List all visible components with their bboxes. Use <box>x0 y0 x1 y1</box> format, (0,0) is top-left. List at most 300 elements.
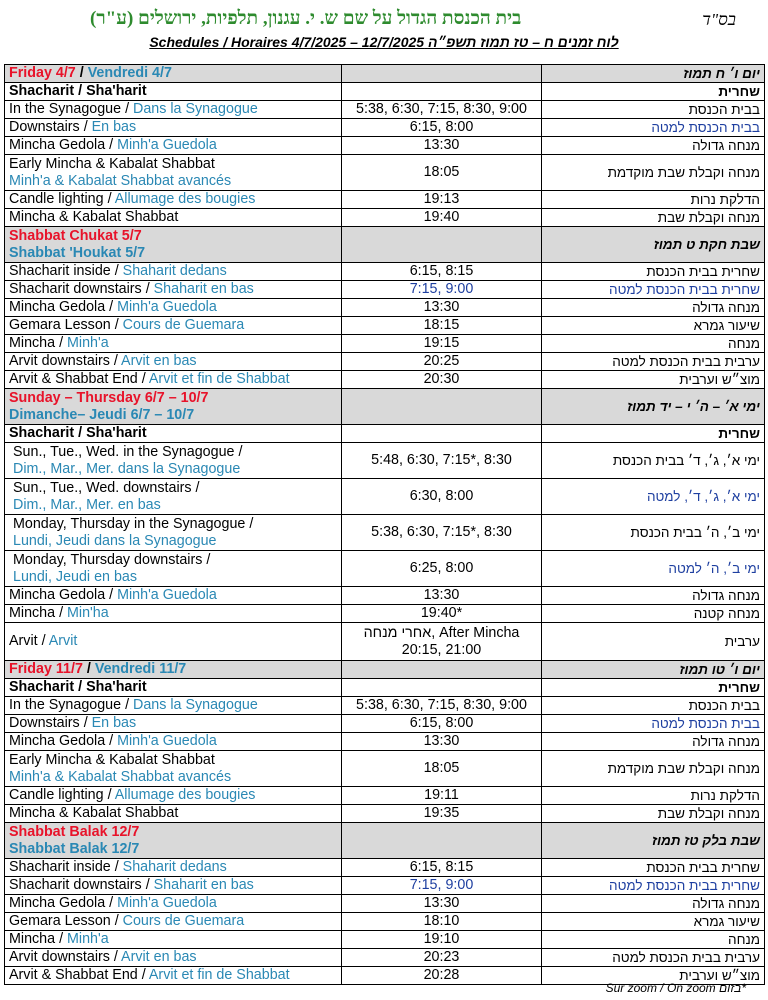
row-label-cell <box>5 209 342 227</box>
schedule-row <box>5 823 765 859</box>
hebrew-label-cell: שיעור גמרא <box>542 317 765 335</box>
label-en: Candle lighting <box>9 787 104 803</box>
time-cell <box>342 443 542 479</box>
day-label-en: Friday 4/7 <box>9 65 76 81</box>
label-en: Mincha & Kabalat Shabbat <box>9 209 179 225</box>
row-label-cell <box>5 371 342 389</box>
label-en: Arvit downstairs <box>9 353 110 369</box>
label-en: Mincha <box>9 335 56 351</box>
hebrew-label-cell: שבת חקת ט תמוז <box>542 227 765 263</box>
row-label-cell <box>5 877 342 895</box>
hebrew-label-cell: מנחה וקבלת שבת מוקדמת <box>542 155 765 191</box>
label-separator: / <box>110 859 123 875</box>
label-en: Gemara Lesson <box>9 913 111 929</box>
hebrew-label-cell: שחרית בבית הכנסת למטה <box>542 281 765 299</box>
label-fr: Minh'a <box>67 931 109 947</box>
hebrew-label-cell: מנחה גדולה <box>542 587 765 605</box>
hebrew-label-cell: מנחה וקבלת שבת <box>542 805 765 823</box>
schedule-row <box>5 155 765 191</box>
schedule-row <box>5 605 765 623</box>
time-cell <box>342 209 542 227</box>
label-separator: / <box>110 317 123 333</box>
label-separator: / <box>141 877 154 893</box>
label-en-line <box>13 444 337 461</box>
label-en: Mincha Gedola <box>9 137 106 153</box>
row-label-cell <box>5 155 342 191</box>
time-value: 19:40 <box>423 209 460 225</box>
label-fr: Shaharit en bas <box>153 877 254 893</box>
time-value: 7:15, 9:00 <box>409 281 474 297</box>
subtitle-en: Schedules / Horaires 4/7/2025 – 12/7/2025 <box>149 34 425 50</box>
label-fr: Minh'a <box>67 335 109 351</box>
label-separator: / <box>105 895 118 911</box>
time-value: 13:30 <box>423 895 460 911</box>
day-label-fr: Vendredi 4/7 <box>87 65 172 81</box>
hebrew-label-cell: מנחה וקבלת שבת <box>542 209 765 227</box>
time-value: 6:30, 8:00 <box>409 488 474 504</box>
row-label-cell <box>5 551 342 587</box>
label-separator: / <box>105 137 118 153</box>
section-label: Shacharit / Sha'harit <box>9 425 147 441</box>
time-cell <box>342 83 542 101</box>
time-value: 5:38, 6:30, 7:15, 8:30, 9:00 <box>356 101 527 117</box>
footnote-en: Sur zoom / On zoom <box>605 981 716 995</box>
schedule-row <box>5 715 765 733</box>
schedule-row <box>5 353 765 371</box>
time-value: 5:38, 6:30, 7:15, 8:30, 9:00 <box>356 697 527 713</box>
row-label-cell <box>5 119 342 137</box>
time-cell <box>342 317 542 335</box>
time-cell <box>342 913 542 931</box>
label-en-line <box>9 156 337 173</box>
schedule-row <box>5 587 765 605</box>
row-label-cell <box>5 679 342 697</box>
row-label-cell <box>5 751 342 787</box>
label-fr: Dim., Mar., Mer. en bas <box>13 496 161 513</box>
time-value: 5:38, 6:30, 7:15*, 8:30 <box>371 524 512 540</box>
time-cell <box>342 587 542 605</box>
row-label-cell <box>5 715 342 733</box>
schedule-row <box>5 299 765 317</box>
label-en: Shacharit downstairs <box>9 877 142 893</box>
hebrew-label-cell: שחרית בבית הכנסת למטה <box>542 877 765 895</box>
label-en: Early Mincha & Kabalat Shabbat <box>9 751 215 768</box>
label-en: In the Synagogue <box>9 101 122 117</box>
time-cell <box>342 895 542 913</box>
label-separator: / <box>121 697 134 713</box>
label-en: Sun., Tue., Wed. in the Synagogue <box>13 443 235 460</box>
row-label-cell <box>5 697 342 715</box>
schedule-row <box>5 805 765 823</box>
schedule-row <box>5 317 765 335</box>
time-cell <box>342 859 542 877</box>
time-value: 20:23 <box>423 949 460 965</box>
schedule-row <box>5 787 765 805</box>
time-cell <box>342 967 542 985</box>
label-fr: Minh'a Guedola <box>117 733 217 749</box>
time-value: 20:30 <box>423 371 460 387</box>
time-value: 20:25 <box>423 353 460 369</box>
label-fr: Dans la Synagogue <box>133 101 258 117</box>
schedule-row <box>5 425 765 443</box>
time-cell <box>342 715 542 733</box>
label-en: Candle lighting <box>9 191 104 207</box>
label-en: Downstairs <box>9 119 80 135</box>
day-label-fr: Shabbat Balak 12/7 <box>9 840 140 857</box>
row-label-cell <box>5 443 342 479</box>
time-cell <box>342 551 542 587</box>
label-fr: Lundi, Jeudi en bas <box>13 568 138 585</box>
subtitle-he: לוח זמנים ח – טז תמוז תשפ״ה <box>427 34 619 50</box>
label-separator: / <box>105 299 118 315</box>
hebrew-label-cell: מנחה גדולה <box>542 733 765 751</box>
schedule-table <box>4 64 765 985</box>
hebrew-label-cell: בבית הכנסת <box>542 101 765 119</box>
label-fr: Dim., Mar., Mer. dans la Synagogue <box>13 460 241 477</box>
time-value: 19:15 <box>423 335 460 351</box>
time-cell <box>342 931 542 949</box>
label-separator: / <box>105 587 118 603</box>
row-label-cell <box>5 191 342 209</box>
label-en: Sun., Tue., Wed. downstairs <box>13 479 192 496</box>
schedule-row <box>5 227 765 263</box>
label-en: Mincha Gedola <box>9 733 106 749</box>
label-fr: Minh'a & Kabalat Shabbat avancés <box>9 172 232 189</box>
label-separator: / <box>191 479 200 496</box>
hebrew-label-cell: שבת בלק טז תמוז <box>542 823 765 859</box>
row-label-cell <box>5 101 342 119</box>
time-value: 19:13 <box>423 191 460 207</box>
label-separator: / <box>79 715 92 731</box>
time-value: 6:15, 8:00 <box>409 119 474 135</box>
time-cell <box>342 389 542 425</box>
time-cell <box>342 425 542 443</box>
time-cell <box>342 155 542 191</box>
schedule-row <box>5 65 765 83</box>
hebrew-label-cell: בבית הכנסת <box>542 697 765 715</box>
hebrew-label-cell: שחרית <box>542 425 765 443</box>
label-en: Arvit & Shabbat End <box>9 967 138 983</box>
time-cell <box>342 787 542 805</box>
schedule-row <box>5 551 765 587</box>
schedule-row <box>5 389 765 425</box>
hebrew-label-cell: ימי ב׳, ה׳ בבית הכנסת <box>542 515 765 551</box>
label-en-line <box>13 516 337 533</box>
time-cell <box>342 479 542 515</box>
label-fr: Cours de Guemara <box>122 317 245 333</box>
section-label: Shacharit / Sha'harit <box>9 679 147 695</box>
label-en: Mincha <box>9 605 56 621</box>
time-cell <box>342 263 542 281</box>
day-label-en: Sunday – Thursday 6/7 – 10/7 <box>9 389 209 406</box>
row-label-cell <box>5 661 342 679</box>
day-label-fr: Dimanche– Jeudi 6/7 – 10/7 <box>9 406 195 423</box>
time-value: אחרי מנחה, After Mincha <box>363 624 520 641</box>
time-value: 13:30 <box>423 733 460 749</box>
time-cell <box>342 805 542 823</box>
label-separator: / <box>79 119 92 135</box>
footnote-he: *בזום <box>719 981 746 995</box>
label-fr: Allumage des bougies <box>114 191 256 207</box>
time-cell <box>342 335 542 353</box>
time-value: 18:05 <box>423 164 460 180</box>
hebrew-label-cell: יום ו׳ טו תמוז <box>542 661 765 679</box>
hebrew-label-cell: ימי א׳, ג׳, ד׳ בבית הכנסת <box>542 443 765 479</box>
zoom-footnote <box>606 981 746 995</box>
label-separator: / <box>55 335 68 351</box>
page-header <box>0 0 768 62</box>
schedule-row <box>5 443 765 479</box>
hebrew-label-cell: הדלקת נרות <box>542 191 765 209</box>
row-label-cell <box>5 515 342 551</box>
schedule-row <box>5 191 765 209</box>
label-en: Arvit downstairs <box>9 949 110 965</box>
label-en: Downstairs <box>9 715 80 731</box>
hebrew-label-cell: מנחה גדולה <box>542 299 765 317</box>
label-separator: / <box>82 661 95 677</box>
label-fr: Lundi, Jeudi dans la Synagogue <box>13 532 217 549</box>
schedule-row <box>5 931 765 949</box>
label-fr: Minh'a & Kabalat Shabbat avancés <box>9 768 232 785</box>
time-cell <box>342 191 542 209</box>
schedule-row <box>5 913 765 931</box>
label-fr: En bas <box>91 715 137 731</box>
label-fr: Shaharit dedans <box>122 263 227 279</box>
label-en: In the Synagogue <box>9 697 122 713</box>
schedule-row <box>5 515 765 551</box>
time-value: 18:05 <box>423 760 460 776</box>
label-en-line <box>13 552 337 569</box>
label-separator: / <box>202 551 211 568</box>
label-en-line <box>13 480 337 497</box>
label-en: Mincha Gedola <box>9 299 106 315</box>
row-label-cell <box>5 859 342 877</box>
label-en: Arvit & Shabbat End <box>9 371 138 387</box>
label-separator: / <box>37 633 49 649</box>
row-label-cell <box>5 317 342 335</box>
label-en: Gemara Lesson <box>9 317 111 333</box>
time-cell <box>342 751 542 787</box>
day-label-en: Shabbat Balak 12/7 <box>9 823 140 840</box>
time-value: 6:15, 8:15 <box>409 263 474 279</box>
hebrew-label-cell: מנחה <box>542 335 765 353</box>
hebrew-label-cell: מנחה קטנה <box>542 605 765 623</box>
row-label-cell <box>5 623 342 661</box>
time-cell <box>342 877 542 895</box>
time-cell <box>342 65 542 83</box>
label-en: Mincha Gedola <box>9 587 106 603</box>
hebrew-label-cell: שיעור גמרא <box>542 913 765 931</box>
hebrew-label-cell: יום ו׳ ח תמוז <box>542 65 765 83</box>
label-fr: Minh'a Guedola <box>117 587 217 603</box>
synagogue-title: בית הכנסת הגדול על שם ש. י. עגנון, תלפיות, ירושלים (ע"ר) <box>90 8 522 29</box>
schedule-body <box>5 65 765 985</box>
time-value: 6:25, 8:00 <box>409 560 474 576</box>
schedule-row <box>5 877 765 895</box>
hebrew-label-cell: ערבית <box>542 623 765 661</box>
row-label-cell <box>5 389 342 425</box>
label-en-line <box>9 752 337 769</box>
label-separator: / <box>234 443 243 460</box>
label-en: Mincha <box>9 931 56 947</box>
label-en: Early Mincha & Kabalat Shabbat <box>9 155 215 172</box>
row-label-cell <box>5 281 342 299</box>
row-label-cell <box>5 425 342 443</box>
row-label-cell <box>5 805 342 823</box>
label-fr: Arvit et fin de Shabbat <box>148 967 290 983</box>
row-label-cell <box>5 335 342 353</box>
time-cell <box>342 371 542 389</box>
hebrew-label-cell: ימי א׳, ג׳, ד׳, למטה <box>542 479 765 515</box>
label-separator: / <box>245 515 254 532</box>
label-separator: / <box>141 281 154 297</box>
hebrew-label-cell: מנחה גדולה <box>542 895 765 913</box>
schedule-row <box>5 263 765 281</box>
time-cell <box>342 119 542 137</box>
time-cell <box>342 227 542 263</box>
label-en: Monday, Thursday downstairs <box>13 551 203 568</box>
label-fr: Arvit en bas <box>121 949 197 965</box>
schedule-row <box>5 371 765 389</box>
time-cell <box>342 661 542 679</box>
time-value: 19:35 <box>423 805 460 821</box>
schedule-row <box>5 119 765 137</box>
label-fr: Dans la Synagogue <box>133 697 258 713</box>
time-value: 7:15, 9:00 <box>409 877 474 893</box>
schedule-row <box>5 859 765 877</box>
label-separator: / <box>109 949 122 965</box>
time-cell <box>342 949 542 967</box>
row-label-cell <box>5 787 342 805</box>
time-value: 18:15 <box>423 317 460 333</box>
label-separator: / <box>137 967 149 983</box>
schedule-row <box>5 895 765 913</box>
time-value: 19:10 <box>423 931 460 947</box>
time-cell <box>342 733 542 751</box>
row-label-cell <box>5 137 342 155</box>
label-fr: Minh'a Guedola <box>117 895 217 911</box>
row-label-cell <box>5 967 342 985</box>
schedule-row <box>5 679 765 697</box>
label-fr: Shaharit dedans <box>122 859 227 875</box>
hebrew-label-cell: בבית הכנסת למטה <box>542 119 765 137</box>
label-fr: Cours de Guemara <box>122 913 245 929</box>
hebrew-label-cell: שחרית בבית הכנסת <box>542 263 765 281</box>
row-label-cell <box>5 587 342 605</box>
time-cell <box>342 823 542 859</box>
time-cell <box>342 101 542 119</box>
time-value: 13:30 <box>423 587 460 603</box>
label-fr: Minh'a Guedola <box>117 137 217 153</box>
time-value-2: 20:15, 21:00 <box>401 641 482 658</box>
label-fr: Shaharit en bas <box>153 281 254 297</box>
time-value: 18:10 <box>423 913 460 929</box>
label-fr: Allumage des bougies <box>114 787 256 803</box>
label-fr: Arvit en bas <box>121 353 197 369</box>
row-label-cell <box>5 83 342 101</box>
hebrew-label-cell: ערבית בבית הכנסת למטה <box>542 949 765 967</box>
time-value: 20:28 <box>423 967 460 983</box>
label-en: Mincha Gedola <box>9 895 106 911</box>
schedule-row <box>5 137 765 155</box>
time-value: 13:30 <box>423 137 460 153</box>
day-label-en: Shabbat Chukat 5/7 <box>9 227 142 244</box>
schedule-row <box>5 949 765 967</box>
row-label-cell <box>5 913 342 931</box>
row-label-cell <box>5 605 342 623</box>
schedule-subtitle <box>0 34 768 50</box>
hebrew-label-cell: בבית הכנסת למטה <box>542 715 765 733</box>
row-label-cell <box>5 733 342 751</box>
schedule-row <box>5 733 765 751</box>
schedule-row <box>5 751 765 787</box>
hebrew-label-cell: מנחה וקבלת שבת מוקדמת <box>542 751 765 787</box>
label-fr: Minh'a Guedola <box>117 299 217 315</box>
day-label-en: Friday 11/7 <box>9 661 83 677</box>
time-cell <box>342 137 542 155</box>
hebrew-label-cell: ימי א׳ – ה׳ י – יד תמוז <box>542 389 765 425</box>
label-en: Shacharit inside <box>9 263 111 279</box>
bsd-mark: בס"ד <box>702 10 736 29</box>
time-cell <box>342 679 542 697</box>
time-value: 5:48, 6:30, 7:15*, 8:30 <box>371 452 512 468</box>
hebrew-label-cell: מוצ״ש וערבית <box>542 371 765 389</box>
label-en: Monday, Thursday in the Synagogue <box>13 515 246 532</box>
label-en: Shacharit downstairs <box>9 281 142 297</box>
label-en: Shacharit inside <box>9 859 111 875</box>
row-label-cell <box>5 65 342 83</box>
label-separator: / <box>109 353 122 369</box>
hebrew-label-cell: שחרית <box>542 83 765 101</box>
schedule-row <box>5 479 765 515</box>
time-value: 19:11 <box>424 787 459 803</box>
label-separator: / <box>110 913 123 929</box>
row-label-cell <box>5 949 342 967</box>
label-fr: Min'ha <box>67 605 109 621</box>
hebrew-label-cell: ערבית בבית הכנסת למטה <box>542 353 765 371</box>
schedule-row <box>5 83 765 101</box>
hebrew-label-cell: ימי ב׳, ה׳ למטה <box>542 551 765 587</box>
time-cell <box>342 281 542 299</box>
time-cell <box>342 515 542 551</box>
label-en: Arvit <box>9 633 38 649</box>
section-label: Shacharit / Sha'harit <box>9 83 147 99</box>
label-separator: / <box>55 605 68 621</box>
label-separator: / <box>121 101 134 117</box>
time-cell <box>342 605 542 623</box>
schedule-row <box>5 661 765 679</box>
schedule-row <box>5 697 765 715</box>
row-label-cell <box>5 353 342 371</box>
label-separator: / <box>110 263 123 279</box>
hebrew-label-cell: מנחה <box>542 931 765 949</box>
label-separator: / <box>55 931 68 947</box>
time-cell <box>342 299 542 317</box>
label-en: Mincha & Kabalat Shabbat <box>9 805 179 821</box>
time-cell <box>342 353 542 371</box>
label-separator: / <box>103 787 115 803</box>
hebrew-label-cell: מוצ״ש וערבית <box>542 967 765 985</box>
hebrew-label-cell: שחרית <box>542 679 765 697</box>
row-label-cell <box>5 895 342 913</box>
time-value: 6:15, 8:00 <box>409 715 474 731</box>
time-cell <box>342 697 542 715</box>
hebrew-label-cell: שחרית בבית הכנסת <box>542 859 765 877</box>
day-label-fr: Shabbat 'Houkat 5/7 <box>9 244 146 261</box>
day-label-fr: Vendredi 11/7 <box>94 661 187 677</box>
hebrew-label-cell: מנחה גדולה <box>542 137 765 155</box>
row-label-cell <box>5 263 342 281</box>
